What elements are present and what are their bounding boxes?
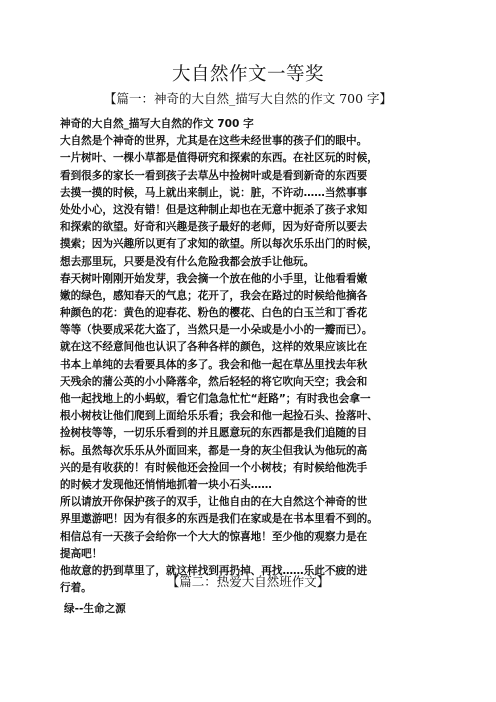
body-line: 就在这不经意间他也认识了各种各样的颜色，这样的效果应该比在	[60, 341, 368, 354]
section-2-subheading: 绿--生命之源	[64, 603, 126, 615]
body-line: 想去那里玩，只要是没有什么危险我都会放手让他玩。	[60, 255, 315, 268]
body-line: 相信总有一天孩子会给你一个大大的惊喜地！至少他的观察力是在	[60, 530, 368, 543]
section-1-heading: 【篇一：神奇的大自然_描写大自然的作文 700 字】	[103, 91, 393, 106]
section-1-body	[60, 116, 450, 597]
body-line: 所以请放开你保护孩子的双手，让他自由的在大自然这个神奇的世	[60, 496, 368, 509]
body-line: 一片树叶、一棵小草都是值得研究和探索的东西。在社区玩的时候，	[60, 152, 378, 165]
body-line: 看到很多的家长一看到孩子去草丛中捡树叶或是看到新奇的东西要	[60, 169, 368, 182]
body-line: 神奇的大自然_描写大自然的作文 700 字	[60, 118, 254, 130]
body-line: 书本上单纯的去看要具体的多了。我会和他一起在草丛里找去年秋	[60, 358, 368, 371]
body-line: 标。虽然每次乐乐从外面回来，都是一身的灰尘但我认为他玩的高	[60, 444, 368, 457]
section-2-heading: 【篇二：热爱大自然班作文】	[166, 574, 330, 589]
body-line: 嫩的绿色，感知春天的气息；花开了，我会在路过的时候给他摘各	[60, 289, 368, 302]
body-line: 等等（快要成采花大盗了，当然只是一小朵或是小小的一瓣而已）。	[60, 324, 373, 337]
body-line: 大自然是个神奇的世界，尤其是在这些未经世事的孩子们的眼中。	[60, 135, 368, 148]
body-line: 的时候才发现他还悄悄地抓着一块小石头……	[60, 478, 272, 491]
body-line: 种颜色的花：黄色的迎春花、粉色的樱花、白色的白玉兰和丁香花	[60, 307, 368, 320]
body-line: 天残余的蒲公英的小小降落伞，然后轻轻的将它吹向天空；我会和	[60, 375, 368, 388]
body-line: 和探索的欲望。好奇和兴趣是孩子最好的老师，因为好奇所以要去	[60, 221, 368, 234]
body-line: 他故意的扔到草里了，就这样找到再扔掉、再找……乐此不疲的进	[60, 564, 368, 577]
body-line: 处处小心，这没有错！但是这种制止却也在无意中扼杀了孩子求知	[60, 203, 368, 216]
body-line: 他一起找地上的小蚂蚁，看它们急急忙忙“赶路”；有时我也会拿一	[60, 393, 371, 405]
body-line: 界里遨游吧！因为有很多的东西是我们在家或是在书本里看不到的。	[60, 513, 378, 526]
body-line: 春天树叶刚刚开始发芽，我会摘一个放在他的小手里，让他看看嫩	[60, 272, 368, 285]
body-line: 兴的是有收获的！有时候他还会捡回一个小树枝；有时候给他洗手	[60, 461, 368, 474]
body-line: 行着。	[60, 582, 92, 595]
body-line: 去摸一摸的时候，马上就出来制止，说：脏，不许动……当然事事	[60, 186, 368, 199]
body-line: 摸索；因为兴趣所以更有了求知的欲望。所以每次乐乐出门的时候，	[60, 238, 378, 251]
document-title: 大自然作文一等奖	[171, 64, 324, 85]
body-line: 捡树枝等等，一切乐乐看到的并且愿意玩的东西都是我们追随的目	[60, 427, 368, 440]
body-line: 提高吧！	[60, 547, 103, 560]
body-line: 根小树枝让他们爬到上面给乐乐看；我会和他一起捡石头、捡落叶、	[60, 410, 378, 423]
